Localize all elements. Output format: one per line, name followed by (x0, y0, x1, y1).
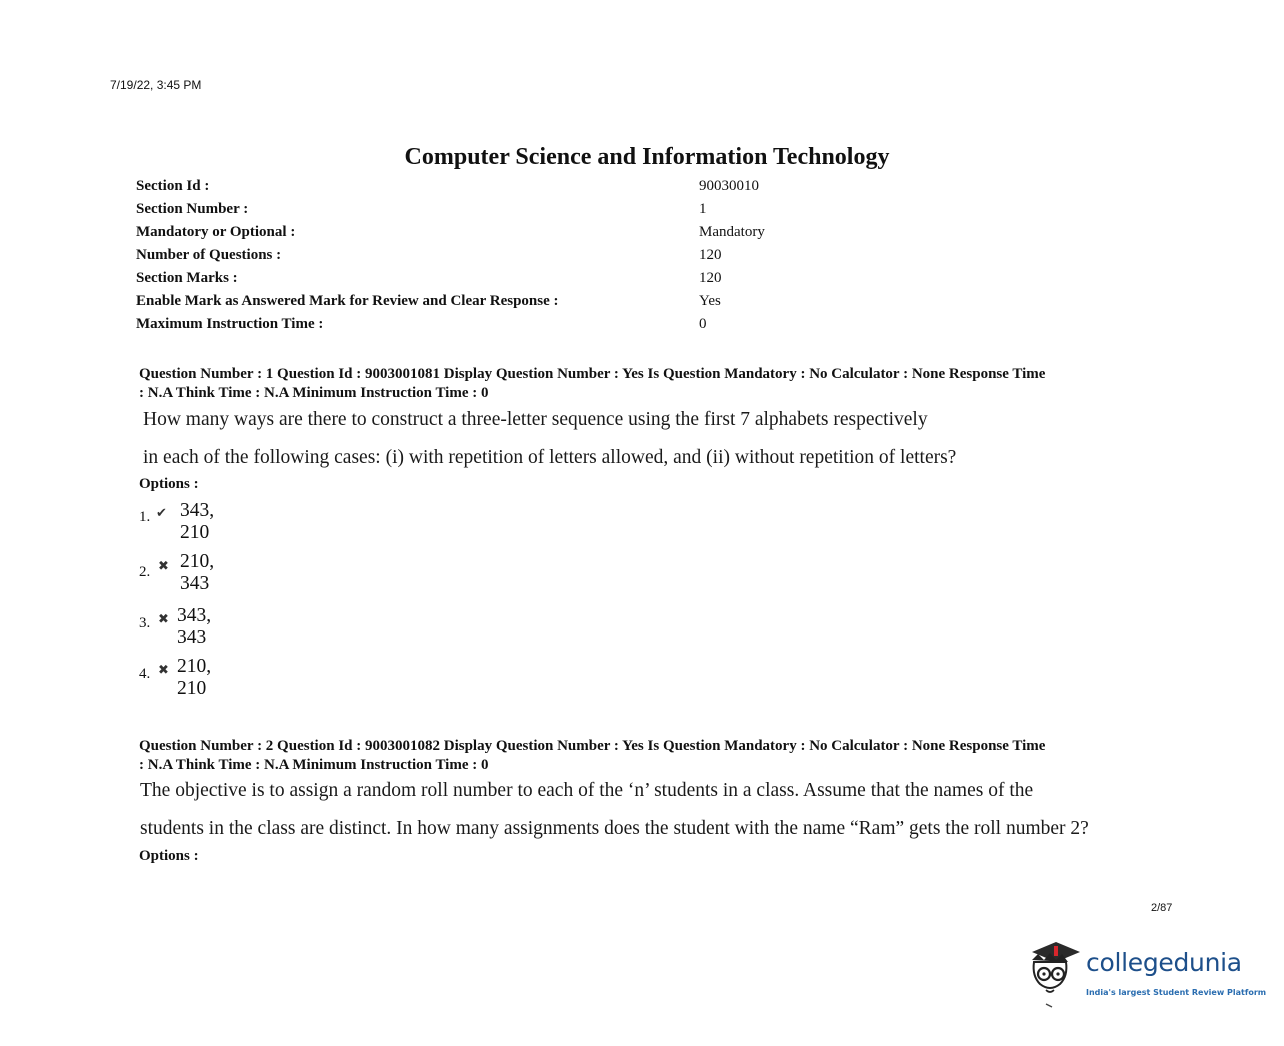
cross-icon: ✖ (158, 559, 169, 574)
option-2-text: 210, 343 (180, 551, 215, 594)
logo-wordmark: collegedunia (1086, 948, 1242, 977)
section-number-value: 1 (699, 201, 707, 217)
question-1-text-line2: in each of the following cases: (i) with repetition of letters allowed, and (ii) without repetition of letters? (143, 447, 957, 468)
collegedunia-logo (1024, 938, 1267, 1008)
enable-mark-value: Yes (699, 293, 721, 309)
question-2-options-label: Options : (139, 848, 199, 864)
question-2-text-line1: The objective is to assign a random roll number to each of the ‘n’ students in a class. Assume that the names of the (140, 780, 1034, 801)
number-of-questions-label: Number of Questions : (136, 247, 282, 263)
section-marks-label: Section Marks : (136, 270, 238, 286)
print-timestamp: 7/19/22, 3:45 PM (110, 78, 202, 92)
question-1-options-label: Options : (139, 476, 199, 492)
cross-icon: ✖ (158, 612, 169, 627)
question-2-text-line2: students in the class are distinct. In how many assignments does the student with the name “Ram” gets the roll number 2? (140, 818, 1089, 839)
check-icon: ✔ (156, 506, 167, 521)
page-title: Computer Science and Information Technology (404, 144, 890, 170)
max-instruction-time-value: 0 (699, 316, 707, 332)
page-number: 2/87 (1151, 902, 1173, 914)
option-4-number: 4. (139, 666, 151, 682)
question-2-meta-line2: : N.A Think Time : N.A Minimum Instruction Time : 0 (139, 757, 489, 773)
option-4-text: 210, 210 (177, 656, 212, 699)
option-1-text: 343, 210 (180, 500, 215, 543)
section-marks-value: 120 (699, 270, 722, 286)
cross-icon: ✖ (158, 663, 169, 678)
mandatory-value: Mandatory (699, 224, 765, 240)
option-3-text: 343, 343 (177, 605, 212, 648)
question-1-text-line1: How many ways are there to construct a three-letter sequence using the first 7 alphabets respectively (143, 409, 928, 430)
mandatory-label: Mandatory or Optional : (136, 224, 296, 240)
section-number-label: Section Number : (136, 201, 249, 217)
question-1-meta-line2: : N.A Think Time : N.A Minimum Instruction Time : 0 (139, 385, 489, 401)
max-instruction-time-label: Maximum Instruction Time : (136, 316, 324, 332)
question-2-meta (139, 737, 1159, 775)
logo-tagline: India's largest Student Review Platform (1086, 988, 1267, 997)
mascot-icon (1024, 938, 1084, 1008)
enable-mark-label: Enable Mark as Answered Mark for Review and Clear Response : (136, 293, 559, 309)
option-3-number: 3. (139, 615, 151, 631)
question-2-meta-line1: Question Number : 2 Question Id : 9003001082 Display Question Number : Yes Is Question Mandatory : No Calculator : None Response Time (139, 738, 1046, 754)
number-of-questions-value: 120 (699, 247, 722, 263)
question-1-meta (139, 365, 1159, 403)
question-1-meta-line1: Question Number : 1 Question Id : 9003001081 Display Question Number : Yes Is Question Mandatory : No Calculator : None Response Time (139, 366, 1046, 382)
section-id-value: 90030010 (699, 178, 759, 194)
section-id-label: Section Id : (136, 178, 210, 194)
option-2-number: 2. (139, 564, 151, 580)
option-1-number: 1. (139, 509, 151, 525)
